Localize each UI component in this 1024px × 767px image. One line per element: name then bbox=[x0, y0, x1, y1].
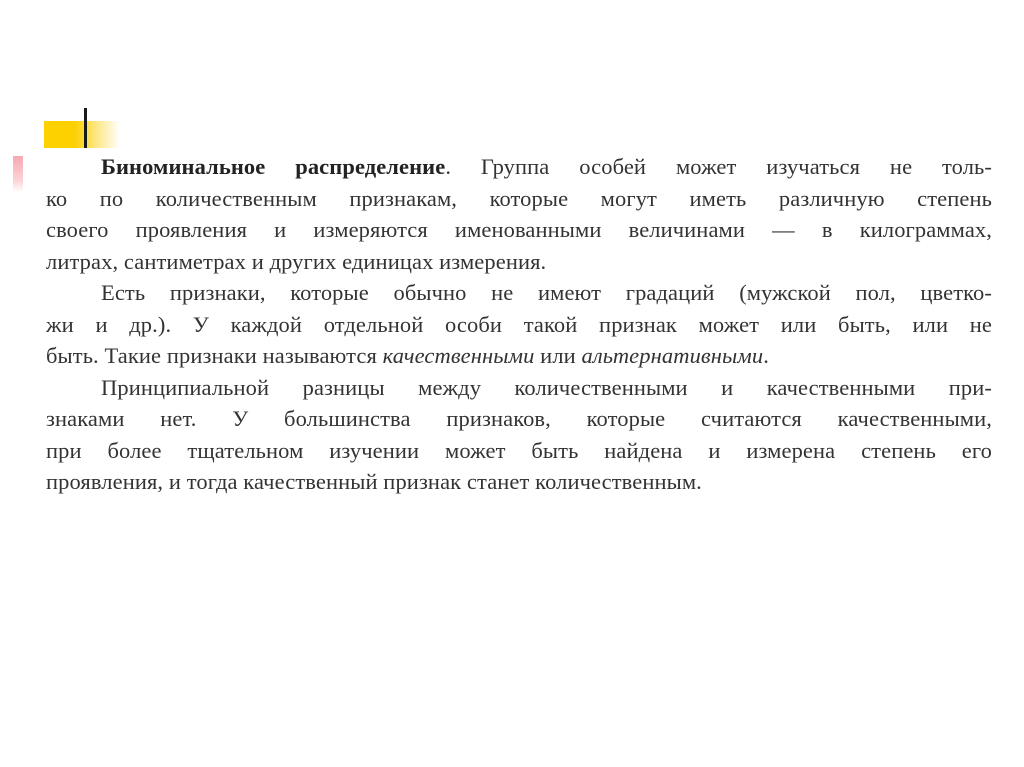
paragraph-1-line-3: своего проявления и измеряются именованными величинами — в килограммах, bbox=[46, 217, 992, 242]
paragraph-2-line-3 bbox=[46, 340, 992, 372]
paragraph-2-line-3-start: быть. Такие признаки называются bbox=[46, 343, 383, 368]
paragraph-1-line-1-rest: . Группа особей может изучаться не толь- bbox=[445, 154, 992, 179]
body-text bbox=[46, 151, 992, 498]
paragraph-2-line-3-end: . bbox=[763, 343, 769, 368]
paragraph-3-line-2: знаками нет. У большинства признаков, которые считаются качественными, bbox=[46, 406, 992, 431]
paragraph-3-line-1: Принципиальной разницы между количественными и качественными при- bbox=[101, 374, 992, 400]
bold-term: Биноминальное распределение bbox=[101, 154, 446, 179]
italic-term-qualitative: качественными bbox=[382, 343, 535, 368]
paragraph-1-line-4: литрах, сантиметрах и других единицах измерения. bbox=[46, 248, 547, 274]
accent-line bbox=[84, 108, 87, 148]
paragraph-2-line-3-mid: или bbox=[534, 343, 582, 368]
paragraph-1-line-1 bbox=[46, 151, 992, 183]
paragraph-2-line-2: жи и др.). У каждой отдельной особи такой признак может или быть, или не bbox=[46, 311, 992, 337]
paragraph-1-line-2: ко по количественным признакам, которые могут иметь различную степень bbox=[46, 185, 992, 211]
paragraph-3-line-3: при более тщательном изучении может быть найдена и измерена степень его bbox=[46, 437, 992, 463]
italic-term-alternative: альтернативными bbox=[581, 343, 764, 368]
paragraph-2-line-1: Есть признаки, которые обычно не имеют градаций (мужской пол, цветко- bbox=[101, 280, 992, 305]
paragraph-3-line-4: проявления, и тогда качественный признак станет количественным. bbox=[46, 469, 702, 494]
side-tab-decoration bbox=[13, 156, 23, 192]
accent-bar bbox=[44, 121, 120, 148]
